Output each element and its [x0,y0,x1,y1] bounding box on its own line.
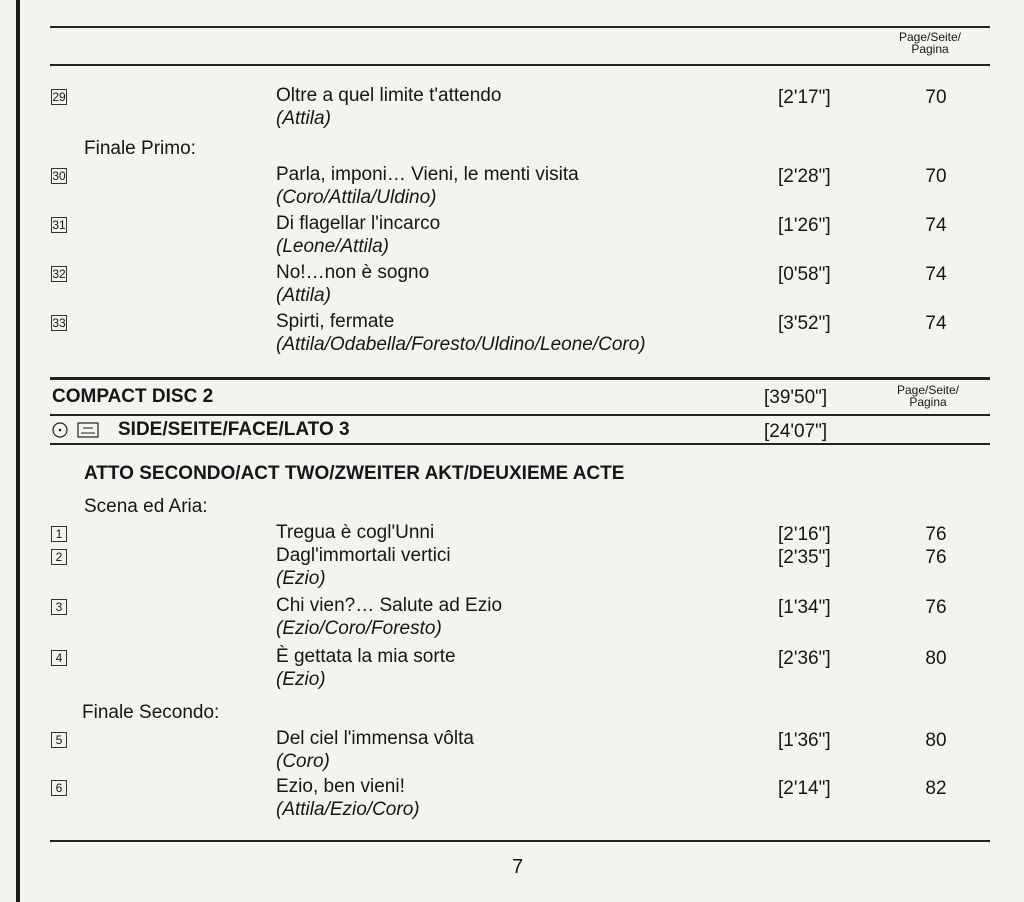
page-number: 7 [512,856,524,878]
track-title: Parla, imponi… Vieni, le menti visita [276,164,579,185]
track-title: Tregua è cogl'Unni [276,522,435,543]
track-title: Oltre a quel limite t'attendo [276,85,502,106]
track-roles: (Coro/Attila/Uldino) [276,187,437,208]
track-duration: [2'35"] [778,547,831,568]
track-number: 29 [52,90,66,104]
track-title: Dagl'immortali vertici [276,545,451,566]
track-page: 76 [925,547,947,568]
track-page: 74 [925,215,947,236]
header-rule [50,64,990,66]
track-page: 76 [925,524,947,545]
section-finale-secondo: Finale Secondo: [82,702,220,723]
side-duration: [24'07"] [764,421,828,442]
side-rule [50,443,990,445]
track-duration: [2'16"] [778,524,831,545]
disc-duration: [39'50"] [764,387,828,408]
disc-top-rule [50,377,990,380]
track-duration: [2'36"] [778,648,831,669]
cassette-icon [78,423,98,437]
track-title: Spirti, fermate [276,311,395,332]
track-duration: [2'17"] [778,87,831,108]
track-title: È gettata la mia sorte [276,646,456,667]
footer-rule [50,840,990,842]
track-number: 1 [51,526,67,542]
side-icons [51,421,111,439]
track-number: 6 [51,780,67,796]
disc-icon [53,423,67,437]
track-number: 4 [51,650,67,666]
top-rule [50,26,990,28]
track-roles: (Attila) [276,285,331,306]
track-number: 33 [52,316,66,330]
track-title: Chi vien?… Salute ad Ezio [276,595,503,616]
disc-rule [50,414,990,416]
track-page: 74 [925,313,947,334]
track-duration: [1'34"] [778,597,831,618]
track-page: 80 [925,648,947,669]
track-duration: [3'52"] [778,313,831,334]
track-title: No!…non è sogno [276,262,430,283]
track-number: 3 [51,599,67,615]
page-column-header: Page/Seite/ Pagina [898,30,962,56]
track-duration: [2'14"] [778,778,831,799]
track-roles: (Leone/Attila) [276,236,390,257]
track-number: 31 [52,218,66,232]
binding-edge [16,0,20,902]
track-page: 70 [925,87,947,108]
track-page: 80 [925,730,947,751]
track-title: Ezio, ben vieni! [276,776,405,797]
track-number: 5 [51,732,67,748]
track-roles: (Ezio/Coro/Foresto) [276,618,442,639]
track-roles: (Attila) [276,108,331,129]
track-duration: [2'28"] [778,166,831,187]
track-roles: (Attila/Ezio/Coro) [276,799,420,820]
track-duration: [1'26"] [778,215,831,236]
section-finale-primo: Finale Primo: [84,138,196,159]
track-page: 76 [925,597,947,618]
track-number: 32 [52,267,66,281]
side-label: SIDE/SEITE/FACE/LATO 3 [118,419,350,440]
disc-label: COMPACT DISC 2 [52,386,214,407]
track-roles: (Ezio) [276,568,326,589]
act-heading: ATTO SECONDO/ACT TWO/ZWEITER AKT/DEUXIEME ACTE [84,463,625,484]
track-roles: (Attila/Odabella/Foresto/Uldino/Leone/Coro) [276,334,646,355]
track-number: 2 [51,549,67,565]
track-roles: (Coro) [276,751,330,772]
track-roles: (Ezio) [276,669,326,690]
track-title: Del ciel l'immensa vôlta [276,728,474,749]
track-page: 82 [925,778,947,799]
section-scena-ed-aria: Scena ed Aria: [84,496,208,517]
track-title: Di flagellar l'incarco [276,213,441,234]
track-page: 70 [925,166,947,187]
track-duration: [1'36"] [778,730,831,751]
track-number: 30 [52,169,66,183]
track-duration: [0'58"] [778,264,831,285]
page-column-header: Page/Seite/ Pagina [896,383,960,409]
track-page: 74 [925,264,947,285]
